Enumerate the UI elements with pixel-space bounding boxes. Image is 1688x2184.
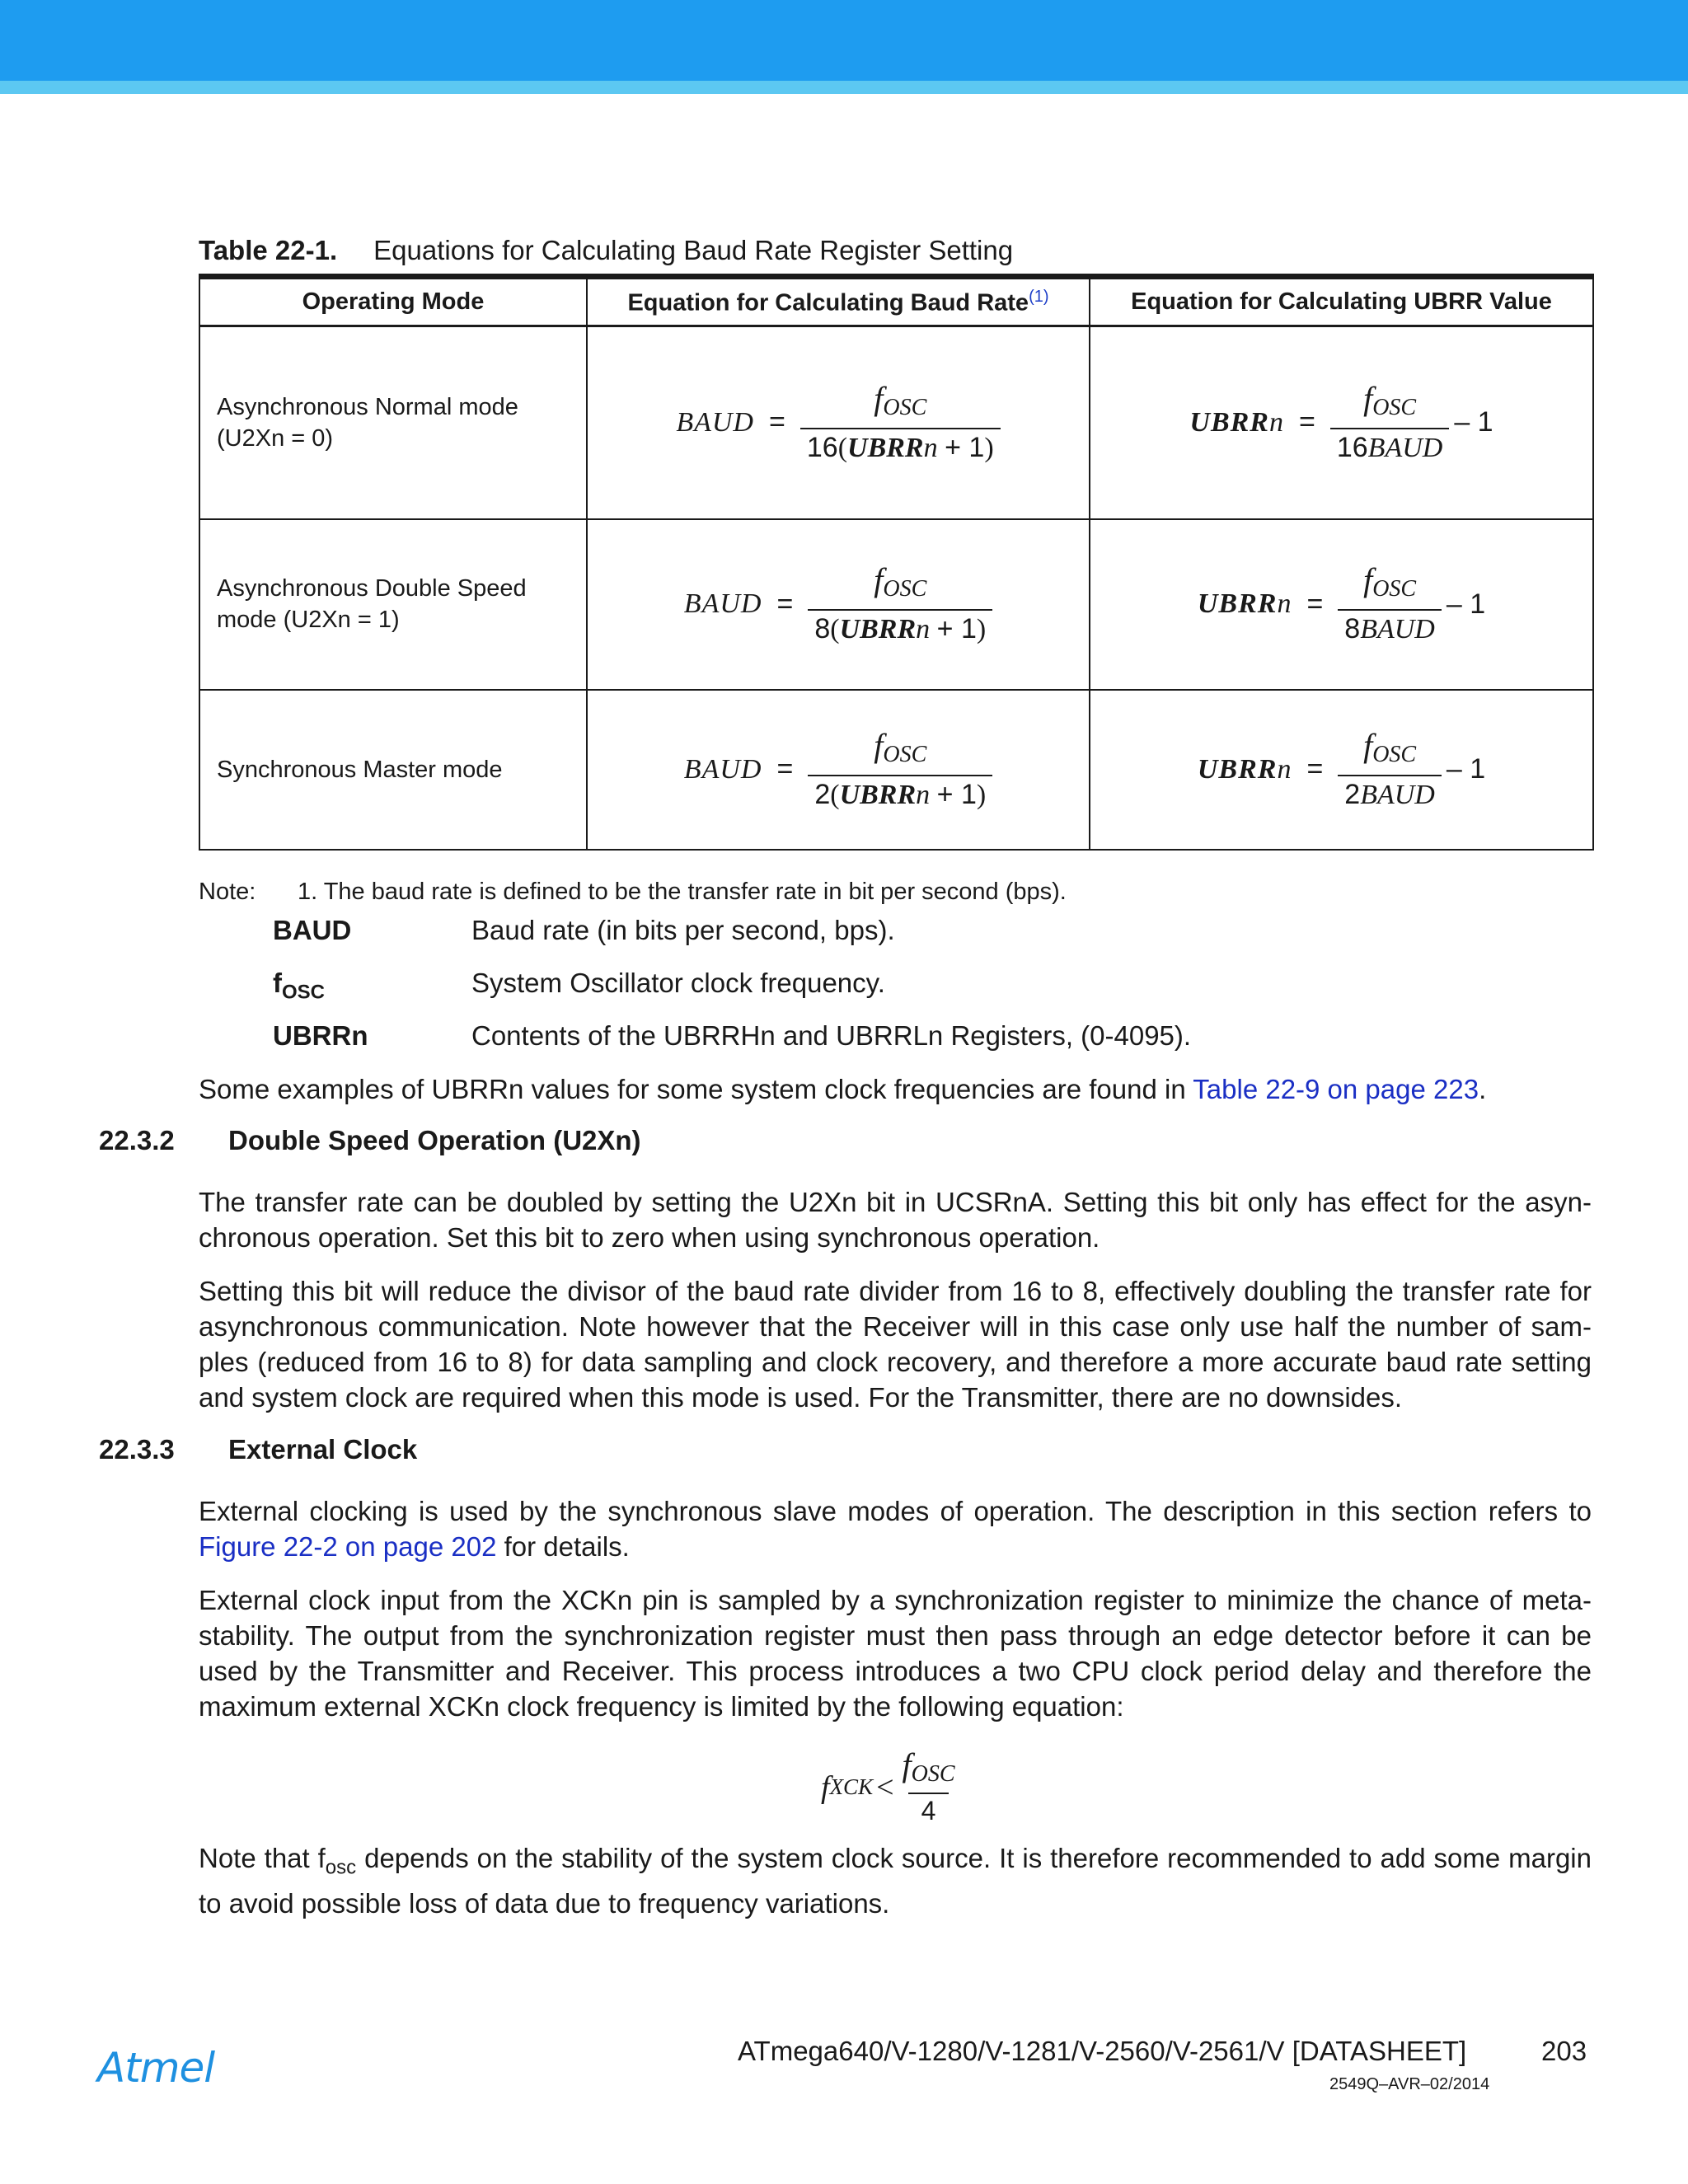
paragraph [199, 1493, 1592, 1564]
section-title: External Clock [228, 1434, 418, 1465]
header-stripe [0, 81, 1688, 94]
formula-numerator [1355, 381, 1424, 428]
ubrr-symbol: UBRR [839, 779, 917, 810]
ubrr-equation-cell [1090, 690, 1593, 850]
header-baud-equation [587, 277, 1090, 326]
baud-equation-cell [587, 690, 1090, 850]
formula-numerator [865, 728, 935, 775]
note-text: 1. The baud rate is defined to be the transfer rate in bit per second (bps). [298, 879, 1067, 905]
equation-numerator [898, 1747, 960, 1793]
f-symbol: f [1363, 561, 1373, 598]
mode-line: Asynchronous Normal mode [217, 393, 518, 420]
formula-numerator [1355, 562, 1424, 609]
f-symbol: f [874, 379, 884, 417]
definition-term [273, 968, 325, 1005]
paragraph: External clock input from the XCKn pin is sampled by a synchronization register to minimize the chance of meta-stability. The output from the synchronization register must then pass through an edge detector before it can be used by the Transmitter and Receiver. This process introduces a two CPU clock period delay and therefore the maximum external XCKn clock frequency is limited by the following equation: [199, 1585, 1592, 1722]
baud-symbol: BAUD [1360, 779, 1435, 810]
definition-desc: System Oscillator clock frequency. [471, 968, 885, 998]
table-caption [199, 235, 1013, 266]
footer-title: ATmega640/V-1280/V-1281/V-2560/V-2561/V [DATASHEET] [738, 2036, 1467, 2066]
mode-line: Asynchronous Double Speed [217, 575, 527, 602]
baud-symbol: BAUD [1367, 432, 1443, 463]
formula-numerator [865, 381, 935, 428]
f-symbol: f [273, 968, 282, 998]
ubrr-equation-cell [1090, 519, 1593, 690]
osc-subscript: OSC [282, 981, 326, 1004]
formula-fraction [1338, 562, 1442, 646]
paragraph: Setting this bit will reduce the divisor of the baud rate divider from 16 to 8, effectively doubling the transfer rate for asynchronous communication. Note however that the Receiver will in this case only use half the number of sam-ples (reduced from 16 to 8) for data sampling and clock recovery, and therefore a more accurate baud rate setting and system clock are required when this mode is used. For the Transmitter, there are no downsides. [199, 1276, 1592, 1413]
equation-denominator: 4 [908, 1793, 950, 1827]
table-caption-number: Table 22-1. [199, 235, 338, 265]
n-symbol: n [1268, 406, 1284, 438]
ubrr-symbol: UBRR [1197, 753, 1278, 785]
table-header-row [199, 277, 1593, 326]
n-symbol: n [1277, 753, 1292, 785]
table-row [199, 326, 1593, 519]
section-heading-22-3-3 [99, 1434, 417, 1465]
baud-equation-cell [587, 519, 1090, 690]
formula-denominator: 16(UBRRn + 1) [800, 428, 1001, 465]
ubrr-symbol: UBRR [847, 432, 924, 463]
osc-subscript: OSC [883, 741, 927, 767]
less-than-sign: < [876, 1769, 894, 1805]
ubrr-equation-cell [1090, 326, 1593, 519]
mode-line: (U2Xn = 0) [217, 424, 334, 452]
osc-subscript: OSC [1372, 394, 1417, 420]
mode-line: Synchronous Master mode [217, 756, 503, 783]
formula-lhs [1198, 754, 1292, 785]
definition-desc: Contents of the UBRRHn and UBRRLn Registers, (0-4095). [471, 1020, 1192, 1051]
formula-lhs [1189, 407, 1284, 438]
mode-cell [199, 519, 587, 690]
n-symbol: n [1277, 588, 1292, 619]
examples-paragraph [199, 1071, 1592, 1107]
paragraph-text: Note that f [199, 1843, 326, 1873]
osc-subscript: OSC [1372, 576, 1417, 602]
table-note [199, 879, 1067, 906]
formula-fraction [808, 728, 992, 812]
note-label: Note: [199, 879, 256, 905]
section-title: Double Speed Operation (U2Xn) [228, 1125, 641, 1155]
paragraph-text: External clocking is used by the synchronous slave modes of operation. The description in this section refers to [199, 1496, 1592, 1526]
formula-equals: = [1306, 588, 1324, 620]
osc-subscript: OSC [883, 394, 927, 420]
document-code: 2549Q–AVR–02/2014 [1329, 2075, 1490, 2093]
table-row [199, 519, 1593, 690]
section-number: 22.3.3 [99, 1434, 175, 1465]
formula-fraction [1330, 381, 1449, 465]
f-symbol: f [1363, 726, 1373, 764]
formula-denominator [1338, 775, 1442, 812]
plus-one: + 1 [936, 778, 977, 810]
n-symbol: n [916, 779, 931, 810]
paragraph-text: depends on the stability of the system clock source. It is therefore recommended to add some margin to avoid possible loss of data due to frequency variations. [199, 1843, 1592, 1919]
formula-denominator [1338, 609, 1442, 646]
ubrr-formula [1198, 728, 1485, 812]
minus-one: – 1 [1446, 588, 1486, 620]
paragraph [199, 1840, 1592, 1921]
examples-text-end: . [1479, 1074, 1487, 1104]
osc-subscript: OSC [1372, 741, 1417, 767]
examples-text: Some examples of UBRRn values for some system clock frequencies are found in [199, 1074, 1193, 1104]
n-symbol: n [923, 432, 938, 463]
page-number: 203 [1541, 2036, 1587, 2066]
formula-denominator: 2(UBRRn + 1) [808, 775, 992, 812]
definition-term: BAUD [273, 915, 352, 945]
f-symbol: f [821, 1769, 830, 1805]
divisor: 16 [1336, 431, 1368, 463]
f-symbol: f [874, 726, 884, 764]
definition-term: UBRRn [273, 1020, 368, 1051]
n-symbol: n [916, 614, 931, 644]
paragraph: The transfer rate can be doubled by setting the U2Xn bit in UCSRnA. Setting this bit only has effect for the asyn-chronous operation. Set this bit to zero when using synchronous operation. [199, 1187, 1592, 1253]
formula-numerator [1355, 728, 1424, 775]
formula-denominator [1330, 428, 1449, 465]
baud-rate-table [199, 274, 1594, 851]
formula-lhs: BAUD [683, 753, 762, 785]
mode-line: mode (U2Xn = 1) [217, 607, 400, 633]
formula-equals: = [776, 588, 794, 620]
divisor: 16 [806, 431, 838, 463]
f-symbol: f [874, 561, 884, 598]
ubrr-symbol: UBRR [839, 614, 917, 644]
baud-formula [684, 728, 992, 812]
xck-frequency-equation [821, 1747, 960, 1827]
atmel-logo: Atmel [97, 2044, 215, 2092]
ubrr-symbol: UBRR [1189, 406, 1269, 438]
equation-fraction [898, 1747, 960, 1827]
mode-cell [199, 690, 587, 850]
osc-subscript: osc [325, 1856, 357, 1879]
formula-equals: = [776, 753, 794, 785]
xck-subscript: XCK [829, 1774, 874, 1799]
definition-desc: Baud rate (in bits per second, bps). [471, 915, 895, 945]
baud-formula [676, 381, 1000, 465]
divisor: 2 [1344, 778, 1361, 810]
table-caption-title: Equations for Calculating Baud Rate Register Setting [373, 235, 1014, 265]
header-operating-mode: Operating Mode [199, 277, 587, 326]
section-number: 22.3.2 [99, 1125, 175, 1155]
plus-one: + 1 [936, 613, 977, 644]
minus-one: – 1 [1454, 406, 1493, 438]
paragraph-text: for details. [496, 1531, 630, 1562]
formula-fraction [800, 381, 1001, 465]
ubrr-formula [1189, 381, 1493, 465]
table-22-9-link[interactable]: Table 22-9 on page 223 [1193, 1074, 1479, 1104]
f-symbol: f [902, 1746, 912, 1783]
divisor: 2 [814, 778, 831, 810]
formula-equals: = [769, 406, 785, 438]
figure-22-2-link[interactable]: Figure 22-2 on page 202 [199, 1531, 497, 1562]
f-symbol: f [1363, 379, 1373, 417]
formula-numerator [865, 562, 935, 609]
osc-subscript: OSC [911, 1761, 955, 1787]
baud-equation-cell [587, 326, 1090, 519]
osc-subscript: OSC [883, 576, 927, 602]
formula-equals: = [1306, 753, 1324, 785]
baud-formula [684, 562, 992, 646]
plus-one: + 1 [945, 431, 985, 463]
baud-symbol: BAUD [1360, 614, 1435, 644]
formula-lhs [1198, 588, 1292, 620]
formula-lhs: BAUD [683, 588, 762, 619]
header-baud-label: Equation for Calculating Baud Rate [627, 289, 1029, 316]
ubrr-symbol: UBRR [1197, 588, 1278, 619]
header-ubrr-equation: Equation for Calculating UBRR Value [1090, 277, 1593, 326]
formula-equals: = [1298, 406, 1315, 438]
footnote-ref-link[interactable]: (1) [1029, 287, 1049, 306]
formula-lhs: BAUD [676, 406, 754, 438]
divisor: 8 [1344, 613, 1361, 644]
ubrr-formula [1198, 562, 1485, 646]
mode-cell [199, 326, 587, 519]
formula-fraction [808, 562, 992, 646]
header-bar [0, 0, 1688, 81]
formula-fraction [1338, 728, 1442, 812]
formula-denominator: 8(UBRRn + 1) [808, 609, 992, 646]
table-row [199, 690, 1593, 850]
minus-one: – 1 [1446, 753, 1486, 785]
divisor: 8 [814, 613, 831, 644]
section-heading-22-3-2 [99, 1125, 641, 1156]
